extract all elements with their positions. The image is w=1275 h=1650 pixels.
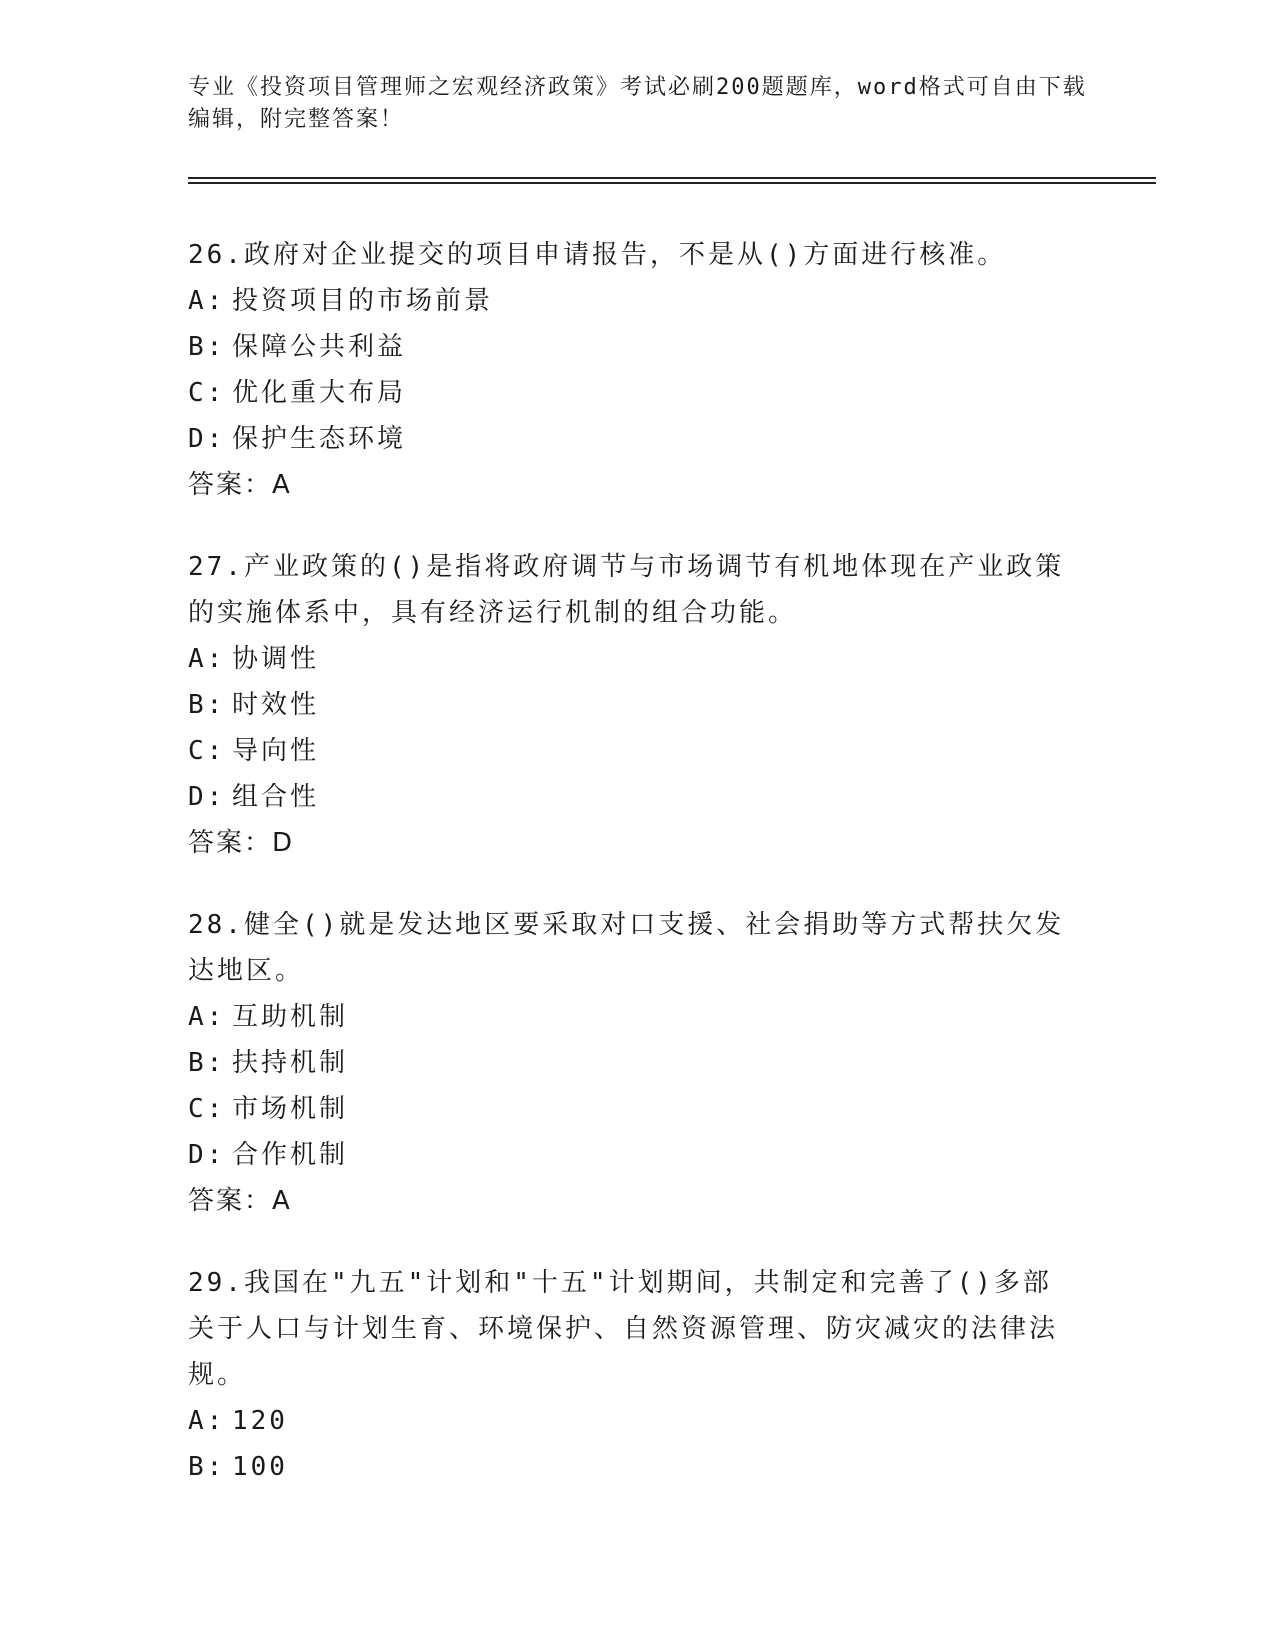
option-key: B: (188, 690, 226, 720)
document-header: 专业《投资项目管理师之宏观经济政策》考试必刷200题题库，word格式可自由下载编辑，附完整答案！ (188, 75, 1087, 132)
option-b (188, 682, 1078, 728)
option-b (188, 324, 1078, 370)
option-text: 互助机制 (232, 1002, 349, 1032)
option-c (188, 370, 1078, 416)
option-text: 时效性 (232, 690, 320, 720)
option-text: 100 (232, 1452, 288, 1482)
option-text: 协调性 (232, 644, 320, 674)
option-text: 导向性 (232, 736, 320, 766)
option-text: 保护生态环境 (232, 424, 407, 454)
option-key: A: (188, 1406, 226, 1436)
question-28 (188, 902, 1078, 1224)
option-key: D: (188, 424, 226, 454)
question-27 (188, 544, 1078, 866)
answer: 答案：A (188, 470, 292, 500)
option-text: 市场机制 (232, 1094, 349, 1124)
option-text: 组合性 (232, 782, 320, 812)
question-29 (188, 1260, 1078, 1490)
option-key: B: (188, 1452, 226, 1482)
option-key: B: (188, 332, 226, 362)
question-stem: 26.政府对企业提交的项目申请报告，不是从()方面进行核准。 (188, 240, 1007, 270)
option-key: A: (188, 1002, 226, 1032)
option-d (188, 416, 1078, 462)
option-text: 扶持机制 (232, 1048, 349, 1078)
option-key: D: (188, 1140, 226, 1170)
option-a (188, 994, 1078, 1040)
option-d (188, 1132, 1078, 1178)
option-text: 120 (232, 1406, 288, 1436)
option-key: C: (188, 736, 226, 766)
option-text: 投资项目的市场前景 (232, 286, 494, 316)
option-key: B: (188, 1048, 226, 1078)
option-key: C: (188, 378, 226, 408)
option-a (188, 278, 1078, 324)
answer: 答案：A (188, 1186, 292, 1216)
header-divider-bottom (188, 182, 1156, 184)
option-c (188, 1086, 1078, 1132)
option-key: C: (188, 1094, 226, 1124)
option-key: A: (188, 644, 226, 674)
option-text: 优化重大布局 (232, 378, 407, 408)
option-text: 合作机制 (232, 1140, 349, 1170)
question-stem: 28.健全()就是发达地区要采取对口支援、社会捐助等方式帮扶欠发达地区。 (188, 910, 1065, 986)
option-b (188, 1444, 1078, 1490)
question-stem: 29.我国在"九五"计划和"十五"计划期间，共制定和完善了()多部关于人口与计划生育、环境保护、自然资源管理、防灾减灾的法律法规。 (188, 1268, 1059, 1390)
question-stem: 27.产业政策的()是指将政府调节与市场调节有机地体现在产业政策的实施体系中，具有经济运行机制的组合功能。 (188, 552, 1065, 628)
option-a (188, 636, 1078, 682)
question-list (188, 232, 1078, 1526)
option-a (188, 1398, 1078, 1444)
option-key: D: (188, 782, 226, 812)
option-text: 保障公共利益 (232, 332, 407, 362)
option-d (188, 774, 1078, 820)
option-key: A: (188, 286, 226, 316)
answer: 答案：D (188, 828, 295, 858)
header-divider-top (188, 177, 1156, 179)
question-26 (188, 232, 1078, 508)
option-b (188, 1040, 1078, 1086)
option-c (188, 728, 1078, 774)
